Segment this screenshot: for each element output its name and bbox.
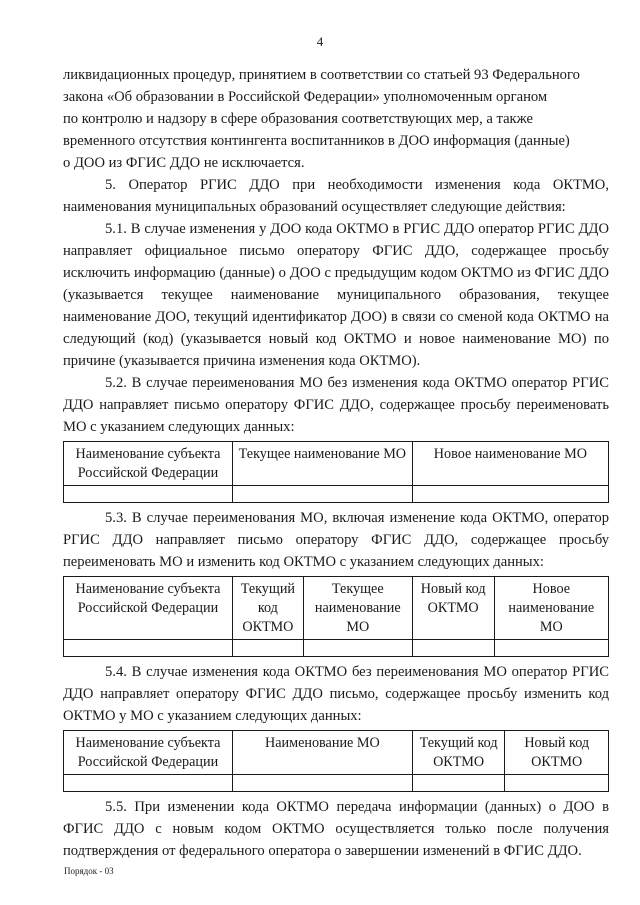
paragraph-5-3: 5.3. В случае переименования МО, включая изменение кода ОКТМО, оператор РГИС ДДО направляет письмо оператору ФГИС ДДО, содержащее просьбу переименовать МО и изменить код ОКТМО с указанием следующих данных: xyxy=(63,510,609,570)
paragraph-5: 5. Оператор РГИС ДДО при необходимости изменения кода ОКТМО, наименования муниципальных образований осуществляет следующие действия: xyxy=(63,177,609,215)
table-rename-mo xyxy=(63,441,609,503)
table-rename-and-recode-mo xyxy=(63,576,609,657)
table-cell xyxy=(232,775,412,792)
table-header-cell: Новый код ОКТМО xyxy=(412,577,494,640)
table-row xyxy=(64,640,609,657)
table-header-cell: Наименование субъекта Российской Федерации xyxy=(64,577,233,640)
document-body xyxy=(63,64,609,862)
table-cell xyxy=(303,640,412,657)
table-cell xyxy=(412,486,608,503)
paragraph-5-4: 5.4. В случае изменения кода ОКТМО без переименования МО оператор РГИС ДДО направляет оператору ФГИС ДДО письмо, содержащее просьбу изменить код ОКТМО у МО с указанием следующих данных: xyxy=(63,664,609,724)
table-row xyxy=(64,775,609,792)
table-cell xyxy=(505,775,609,792)
table-header-row xyxy=(64,442,609,486)
table-header-cell: Текущий код ОКТМО xyxy=(232,577,303,640)
table-cell xyxy=(412,640,494,657)
table-header-row xyxy=(64,731,609,775)
table-cell xyxy=(232,486,412,503)
page-number: 4 xyxy=(316,34,324,49)
table-header-cell: Наименование субъекта Российской Федерации xyxy=(64,731,233,775)
table-header-cell: Новый код ОКТМО xyxy=(505,731,609,775)
table-header-cell: Текущее наименование МО xyxy=(232,442,412,486)
table-header-cell: Наименование МО xyxy=(232,731,412,775)
table-header-row xyxy=(64,577,609,640)
table-cell xyxy=(64,640,233,657)
paragraph-5-1: 5.1. В случае изменения у ДОО кода ОКТМО в РГИС ДДО оператор РГИС ДДО направляет официальное письмо оператору ФГИС ДДО, содержащее просьбу исключить информацию (данные) о ДОО с предыдущим кодом ОКТМО из ФГИС ДДО (указывается текущее наименование муниципального образования, текущее наименование ДОО, текущий идентификатор ДОО) в связи со сменой кода ОКТМО на следующий (код) (указывается новый код ОКТМО и новое наименование МО) по причине (указывается причина изменения кода ОКТМО). xyxy=(63,221,609,369)
table-cell xyxy=(494,640,608,657)
paragraph-5-5: 5.5. При изменении кода ОКТМО передача информации (данных) о ДОО в ФГИС ДДО с новым кодом ОКТМО осуществляется только после получения подтверждения от федерального оператора о завершении изменений в ФГИС ДДО. xyxy=(63,799,609,859)
document-footer: Порядок - 03 xyxy=(64,866,114,876)
table-recode-mo xyxy=(63,730,609,792)
table-cell xyxy=(412,775,505,792)
table-row xyxy=(64,486,609,503)
table-header-cell: Новое наименование МО xyxy=(494,577,608,640)
table-header-cell: Текущее наименование МО xyxy=(303,577,412,640)
table-header-cell: Текущий код ОКТМО xyxy=(412,731,505,775)
paragraph-5-2: 5.2. В случае переименования МО без изменения кода ОКТМО оператор РГИС ДДО направляет письмо оператору ФГИС ДДО, содержащее просьбу переименовать МО с указанием следующих данных: xyxy=(63,375,609,435)
table-cell xyxy=(232,640,303,657)
paragraph-continuation: ликвидационных процедур, принятием в соответствии со статьей 93 Федерального закона «Об образовании в Российской Федерации» уполномоченным органом по контролю и надзору в сфере образования соответствующих мер, а также временного отсутствия контингента воспитанников в ДОО информация (данные) о ДОО из ФГИС ДДО не исключается. xyxy=(63,67,580,171)
table-header-cell: Новое наименование МО xyxy=(412,442,608,486)
table-cell xyxy=(64,775,233,792)
table-cell xyxy=(64,486,233,503)
table-header-cell: Наименование субъекта Российской Федерации xyxy=(64,442,233,486)
